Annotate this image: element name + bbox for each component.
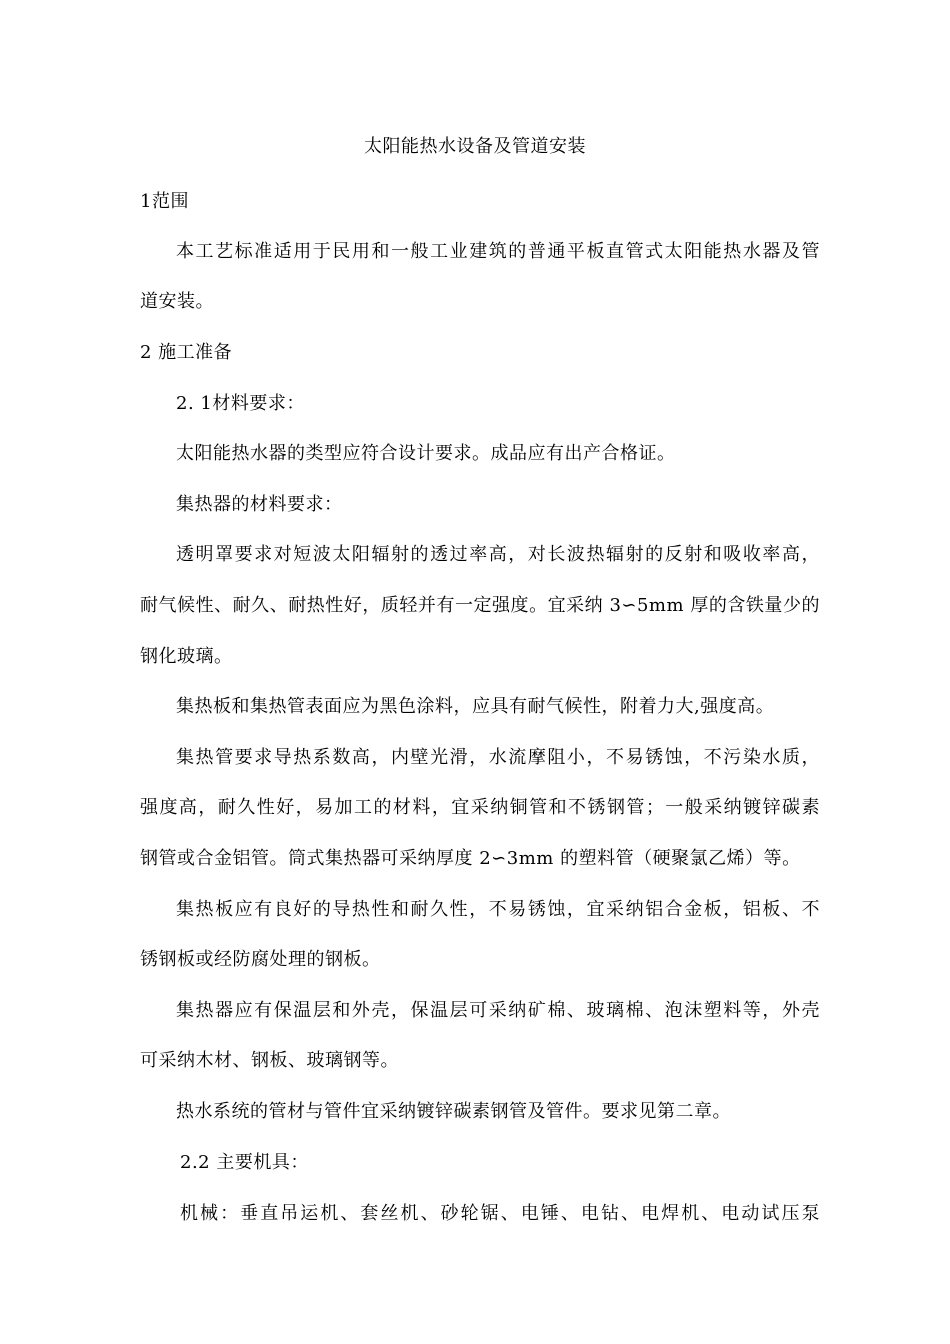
subsection-heading-materials: 2. 1材料要求： (176, 393, 305, 414)
paragraph-line: 机械：垂直吊运机、套丝机、砂轮锯、电锤、电钻、电焊机、电动试压泵 (180, 1203, 820, 1224)
paragraph-line: 耐气候性、耐久、耐热性好，质轻并有一定强度。宜采纳 3∽5mm 厚的含铁量少的 (140, 595, 820, 616)
paragraph-line: 强度高，耐久性好，易加工的材料，宜采纳铜管和不锈钢管；一般采纳镀锌碳素 (140, 797, 820, 818)
paragraph-line: 钢化玻璃。 (140, 646, 233, 667)
paragraph-line: 透明罩要求对短波太阳辐射的透过率高，对长波热辐射的反射和吸收率高， (176, 544, 820, 565)
paragraph-line: 集热器的材料要求： (176, 494, 343, 515)
paragraph-line: 钢管或合金铝管。筒式集热器可采纳厚度 2∽3mm 的塑料管（硬聚氯乙烯）等。 (140, 848, 801, 869)
subsection-heading-tools: 2.2 主要机具： (180, 1152, 309, 1173)
paragraph-line: 集热管要求导热系数高，内壁光滑，水流摩阻小，不易锈蚀，不污染水质， (176, 747, 820, 768)
paragraph-line: 热水系统的管材与管件宜采纳镀锌碳素钢管及管件。要求见第二章。 (176, 1101, 731, 1122)
paragraph-line: 集热器应有保温层和外壳，保温层可采纳矿棉、玻璃棉、泡沫塑料等，外壳 (176, 1000, 820, 1021)
document-title: 太阳能热水设备及管道安装 (364, 136, 586, 157)
paragraph-line: 锈钢板或经防腐处理的钢板。 (140, 949, 381, 970)
paragraph-line: 集热板和集热管表面应为黑色涂料，应具有耐气候性，附着力大,强度高。 (176, 696, 775, 717)
section-heading-preparation: 2 施工准备 (140, 342, 233, 363)
section-heading-scope: 1范围 (140, 191, 189, 212)
paragraph-line: 集热板应有良好的导热性和耐久性，不易锈蚀，宜采纳铝合金板，铝板、不 (176, 899, 820, 920)
paragraph-line: 道安装。 (140, 291, 214, 312)
paragraph-line: 本工艺标准适用于民用和一般工业建筑的普通平板直管式太阳能热水器及管 (176, 241, 820, 262)
paragraph-line: 可采纳木材、钢板、玻璃钢等。 (140, 1050, 399, 1071)
paragraph-line: 太阳能热水器的类型应符合设计要求。成品应有出产合格证。 (176, 443, 676, 464)
